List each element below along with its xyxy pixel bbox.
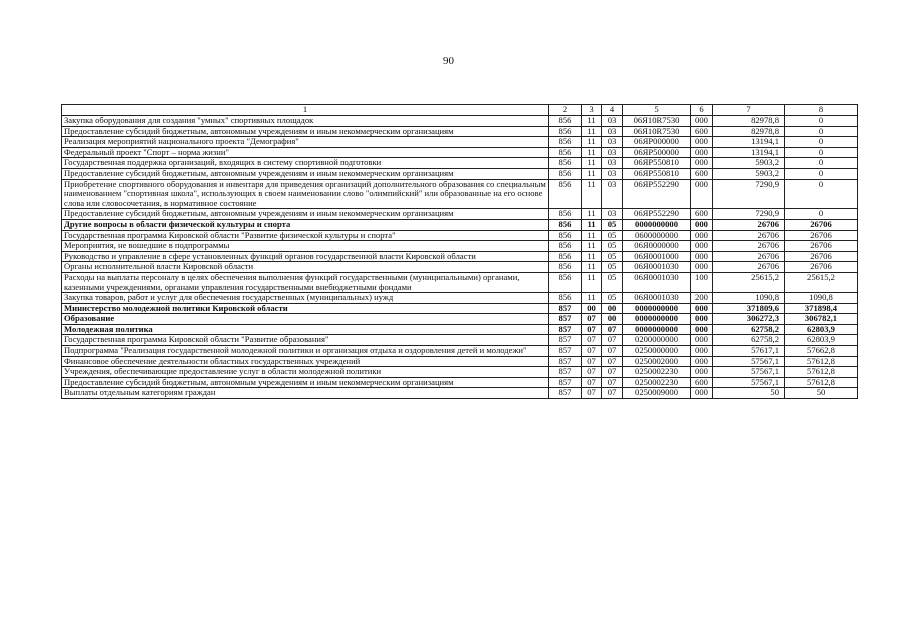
table-row [62, 251, 858, 262]
cell-v1: 5903,2 [713, 158, 785, 169]
cell-v2: 25615,2 [785, 272, 858, 292]
cell-csr: 0250009000 [623, 388, 691, 399]
cell-rz: 07 [582, 356, 602, 367]
cell-vr: 000 [691, 179, 713, 209]
cell-name: Другие вопросы в области физической культуры и спорта [62, 219, 549, 230]
cell-v2: 62803,9 [785, 335, 858, 346]
cell-ved: 856 [549, 272, 582, 292]
cell-v2: 62803,9 [785, 324, 858, 335]
cell-rz: 11 [582, 262, 602, 273]
cell-csr: 06ЯP500000 [623, 147, 691, 158]
cell-vr: 600 [691, 209, 713, 220]
cell-pr: 03 [602, 137, 623, 148]
cell-csr: 06Я0001030 [623, 262, 691, 273]
cell-v1: 13194,1 [713, 147, 785, 158]
cell-ved: 856 [549, 126, 582, 137]
table-row [62, 335, 858, 346]
cell-csr: 0000000000 [623, 314, 691, 325]
cell-ved: 856 [549, 168, 582, 179]
cell-csr: 0000000000 [623, 219, 691, 230]
cell-pr: 03 [602, 168, 623, 179]
cell-csr: 06Я0001030 [623, 272, 691, 292]
cell-v2: 0 [785, 209, 858, 220]
cell-rz: 07 [582, 324, 602, 335]
cell-v1: 26706 [713, 241, 785, 252]
cell-rz: 07 [582, 377, 602, 388]
cell-vr: 600 [691, 377, 713, 388]
cell-v2: 26706 [785, 241, 858, 252]
table-row [62, 272, 858, 292]
cell-csr: 0250002000 [623, 356, 691, 367]
cell-pr: 05 [602, 241, 623, 252]
cell-v1: 13194,1 [713, 137, 785, 148]
cell-csr: 06ЯP552290 [623, 179, 691, 209]
cell-vr: 600 [691, 168, 713, 179]
cell-pr: 03 [602, 126, 623, 137]
cell-name: Подпрограмма "Реализация государственной молодежной политики и организация отдыха и оздоровления детей и молодежи" [62, 346, 549, 357]
cell-v1: 57567,1 [713, 356, 785, 367]
cell-v1: 62758,2 [713, 324, 785, 335]
cell-rz: 11 [582, 230, 602, 241]
header-cell: 4 [602, 105, 623, 116]
cell-name: Закупка товаров, работ и услуг для обеспечения государственных (муниципальных) нужд [62, 293, 549, 304]
cell-ved: 856 [549, 293, 582, 304]
cell-ved: 857 [549, 324, 582, 335]
cell-csr: 06Я0001000 [623, 251, 691, 262]
cell-name: Органы исполнительной власти Кировской области [62, 262, 549, 273]
cell-csr: 06ЯP000000 [623, 137, 691, 148]
cell-rz: 11 [582, 168, 602, 179]
cell-v2: 26706 [785, 219, 858, 230]
cell-ved: 856 [549, 209, 582, 220]
cell-vr: 000 [691, 241, 713, 252]
cell-v2: 0 [785, 158, 858, 169]
header-cell: 3 [582, 105, 602, 116]
cell-name: Предоставление субсидий бюджетным, автономным учреждениям и иным некоммерческим организациям [62, 209, 549, 220]
cell-name: Руководство и управление в сфере установленных функций органов государственной власти Кировской области [62, 251, 549, 262]
cell-name: Молодежная политика [62, 324, 549, 335]
cell-pr: 07 [602, 346, 623, 357]
table-row [62, 137, 858, 148]
cell-pr: 05 [602, 262, 623, 273]
cell-pr: 05 [602, 219, 623, 230]
cell-ved: 856 [549, 251, 582, 262]
cell-v2: 306782,1 [785, 314, 858, 325]
cell-rz: 11 [582, 251, 602, 262]
cell-v1: 306272,3 [713, 314, 785, 325]
cell-vr: 600 [691, 126, 713, 137]
cell-csr: 0200000000 [623, 335, 691, 346]
cell-vr: 000 [691, 303, 713, 314]
table-row [62, 179, 858, 209]
cell-vr: 000 [691, 230, 713, 241]
table-row [62, 219, 858, 230]
cell-csr: 06Я10R7530 [623, 126, 691, 137]
cell-ved: 856 [549, 219, 582, 230]
table-row [62, 230, 858, 241]
table-row [62, 293, 858, 304]
table-body [62, 116, 858, 399]
cell-v2: 0 [785, 137, 858, 148]
cell-v1: 26706 [713, 219, 785, 230]
cell-v2: 0 [785, 116, 858, 127]
cell-v2: 0 [785, 179, 858, 209]
cell-pr: 07 [602, 324, 623, 335]
cell-vr: 000 [691, 388, 713, 399]
cell-v1: 82978,8 [713, 116, 785, 127]
cell-v2: 57612,8 [785, 356, 858, 367]
cell-vr: 000 [691, 324, 713, 335]
cell-vr: 000 [691, 137, 713, 148]
cell-vr: 000 [691, 262, 713, 273]
table-row [62, 147, 858, 158]
cell-vr: 000 [691, 367, 713, 378]
cell-name: Предоставление субсидий бюджетным, автономным учреждениям и иным некоммерческим организациям [62, 377, 549, 388]
cell-vr: 000 [691, 356, 713, 367]
cell-rz: 11 [582, 209, 602, 220]
cell-pr: 07 [602, 388, 623, 399]
cell-ved: 856 [549, 179, 582, 209]
cell-pr: 07 [602, 356, 623, 367]
cell-pr: 03 [602, 147, 623, 158]
header-cell: 1 [62, 105, 549, 116]
cell-csr: 06Я0001030 [623, 293, 691, 304]
cell-name: Федеральный проект "Спорт – норма жизни" [62, 147, 549, 158]
cell-v1: 57567,1 [713, 377, 785, 388]
cell-v1: 57617,1 [713, 346, 785, 357]
table-row [62, 314, 858, 325]
cell-csr: 06ЯP550810 [623, 158, 691, 169]
cell-ved: 857 [549, 367, 582, 378]
cell-pr: 05 [602, 272, 623, 292]
cell-vr: 000 [691, 314, 713, 325]
cell-rz: 11 [582, 116, 602, 127]
page-number: 90 [443, 55, 454, 67]
budget-table [61, 104, 858, 399]
cell-v2: 0 [785, 168, 858, 179]
cell-rz: 11 [582, 241, 602, 252]
header-cell: 7 [713, 105, 785, 116]
cell-rz: 11 [582, 126, 602, 137]
cell-v2: 0 [785, 126, 858, 137]
cell-v1: 26706 [713, 251, 785, 262]
header-cell: 8 [785, 105, 858, 116]
table-row [62, 377, 858, 388]
cell-csr: 06ЯP550810 [623, 168, 691, 179]
cell-pr: 00 [602, 314, 623, 325]
cell-ved: 856 [549, 137, 582, 148]
table-row [62, 241, 858, 252]
cell-pr: 03 [602, 158, 623, 169]
cell-v1: 26706 [713, 230, 785, 241]
cell-v1: 50 [713, 388, 785, 399]
cell-name: Государственная поддержка организаций, входящих в систему спортивной подготовки [62, 158, 549, 169]
cell-vr: 000 [691, 147, 713, 158]
table-row [62, 388, 858, 399]
cell-pr: 00 [602, 303, 623, 314]
cell-name: Выплаты отдельным категориям граждан [62, 388, 549, 399]
cell-rz: 11 [582, 293, 602, 304]
cell-ved: 856 [549, 116, 582, 127]
cell-csr: 0250002230 [623, 377, 691, 388]
cell-v1: 1090,8 [713, 293, 785, 304]
cell-vr: 000 [691, 346, 713, 357]
cell-name: Учреждения, обеспечивающие предоставление услуг в области молодежной политики [62, 367, 549, 378]
cell-rz: 07 [582, 346, 602, 357]
cell-csr: 0250002230 [623, 367, 691, 378]
cell-name: Министерство молодежной политики Кировской области [62, 303, 549, 314]
table-row [62, 356, 858, 367]
cell-vr: 000 [691, 251, 713, 262]
cell-pr: 05 [602, 293, 623, 304]
cell-ved: 857 [549, 356, 582, 367]
cell-csr: 06Я0000000 [623, 241, 691, 252]
cell-ved: 856 [549, 230, 582, 241]
cell-pr: 05 [602, 230, 623, 241]
cell-name: Государственная программа Кировской области "Развитие образования" [62, 335, 549, 346]
cell-name: Предоставление субсидий бюджетным, автономным учреждениям и иным некоммерческим организациям [62, 168, 549, 179]
cell-vr: 000 [691, 335, 713, 346]
cell-rz: 00 [582, 303, 602, 314]
cell-csr: 0250000000 [623, 346, 691, 357]
table-row [62, 158, 858, 169]
cell-v2: 57662,8 [785, 346, 858, 357]
cell-v1: 57567,1 [713, 367, 785, 378]
header-cell: 2 [549, 105, 582, 116]
cell-v2: 57612,8 [785, 377, 858, 388]
cell-pr: 03 [602, 179, 623, 209]
cell-v2: 371898,4 [785, 303, 858, 314]
cell-rz: 07 [582, 388, 602, 399]
cell-rz: 11 [582, 147, 602, 158]
cell-name: Предоставление субсидий бюджетным, автономным учреждениям и иным некоммерческим организациям [62, 126, 549, 137]
cell-vr: 200 [691, 293, 713, 304]
cell-pr: 07 [602, 367, 623, 378]
cell-ved: 856 [549, 241, 582, 252]
cell-name: Финансовое обеспечение деятельности областных государственных учреждений [62, 356, 549, 367]
cell-rz: 11 [582, 219, 602, 230]
cell-name: Реализация мероприятий национального проекта "Демография" [62, 137, 549, 148]
header-cell: 5 [623, 105, 691, 116]
cell-csr: 0000000000 [623, 303, 691, 314]
cell-v2: 57612,8 [785, 367, 858, 378]
cell-v1: 82978,8 [713, 126, 785, 137]
cell-csr: 06ЯP552290 [623, 209, 691, 220]
table-row [62, 116, 858, 127]
cell-v1: 7290,9 [713, 179, 785, 209]
table-row [62, 262, 858, 273]
cell-rz: 11 [582, 158, 602, 169]
cell-name: Приобретение спортивного оборудования и инвентаря для приведения организаций дополнительного образования со специальным наименованием "спортивная школа", использующих в своем наименовании слово "олимпийский" или образованные на его основе слова или словосочетания, в нормативное состояние [62, 179, 549, 209]
cell-name: Образование [62, 314, 549, 325]
cell-v2: 26706 [785, 230, 858, 241]
cell-v1: 62758,2 [713, 335, 785, 346]
cell-vr: 000 [691, 158, 713, 169]
cell-csr: 06Я10R7530 [623, 116, 691, 127]
table-row [62, 367, 858, 378]
cell-ved: 856 [549, 262, 582, 273]
cell-pr: 07 [602, 335, 623, 346]
table-row [62, 303, 858, 314]
cell-v2: 0 [785, 147, 858, 158]
cell-rz: 07 [582, 367, 602, 378]
cell-vr: 100 [691, 272, 713, 292]
cell-ved: 857 [549, 314, 582, 325]
cell-v2: 26706 [785, 251, 858, 262]
cell-v2: 26706 [785, 262, 858, 273]
cell-rz: 11 [582, 137, 602, 148]
table-row [62, 346, 858, 357]
cell-v2: 50 [785, 388, 858, 399]
cell-rz: 11 [582, 179, 602, 209]
cell-vr: 000 [691, 219, 713, 230]
cell-v1: 25615,2 [713, 272, 785, 292]
table-row [62, 324, 858, 335]
cell-ved: 857 [549, 377, 582, 388]
cell-csr: 0600000000 [623, 230, 691, 241]
cell-ved: 856 [549, 158, 582, 169]
header-row [62, 105, 858, 116]
cell-ved: 857 [549, 335, 582, 346]
cell-csr: 0000000000 [623, 324, 691, 335]
cell-rz: 11 [582, 272, 602, 292]
cell-ved: 857 [549, 346, 582, 357]
cell-name: Мероприятия, не вошедшие в подпрограммы [62, 241, 549, 252]
cell-v1: 5903,2 [713, 168, 785, 179]
cell-ved: 857 [549, 388, 582, 399]
cell-pr: 03 [602, 209, 623, 220]
cell-v1: 7290,9 [713, 209, 785, 220]
cell-ved: 857 [549, 303, 582, 314]
table-row [62, 126, 858, 137]
cell-name: Расходы на выплаты персоналу в целях обеспечения выполнения функций государственными (муниципальными) органами, казенными учреждениями, органами управления государственными внебюджетными фондами [62, 272, 549, 292]
cell-pr: 03 [602, 116, 623, 127]
cell-v1: 26706 [713, 262, 785, 273]
table-row [62, 168, 858, 179]
cell-ved: 856 [549, 147, 582, 158]
cell-v1: 371809,6 [713, 303, 785, 314]
cell-name: Государственная программа Кировской области "Развитие физической культуры и спорта" [62, 230, 549, 241]
cell-rz: 07 [582, 314, 602, 325]
cell-pr: 05 [602, 251, 623, 262]
cell-v2: 1090,8 [785, 293, 858, 304]
cell-rz: 07 [582, 335, 602, 346]
cell-pr: 07 [602, 377, 623, 388]
cell-vr: 000 [691, 116, 713, 127]
table-row [62, 209, 858, 220]
header-cell: 6 [691, 105, 713, 116]
cell-name: Закупка оборудования для создания "умных" спортивных площадок [62, 116, 549, 127]
